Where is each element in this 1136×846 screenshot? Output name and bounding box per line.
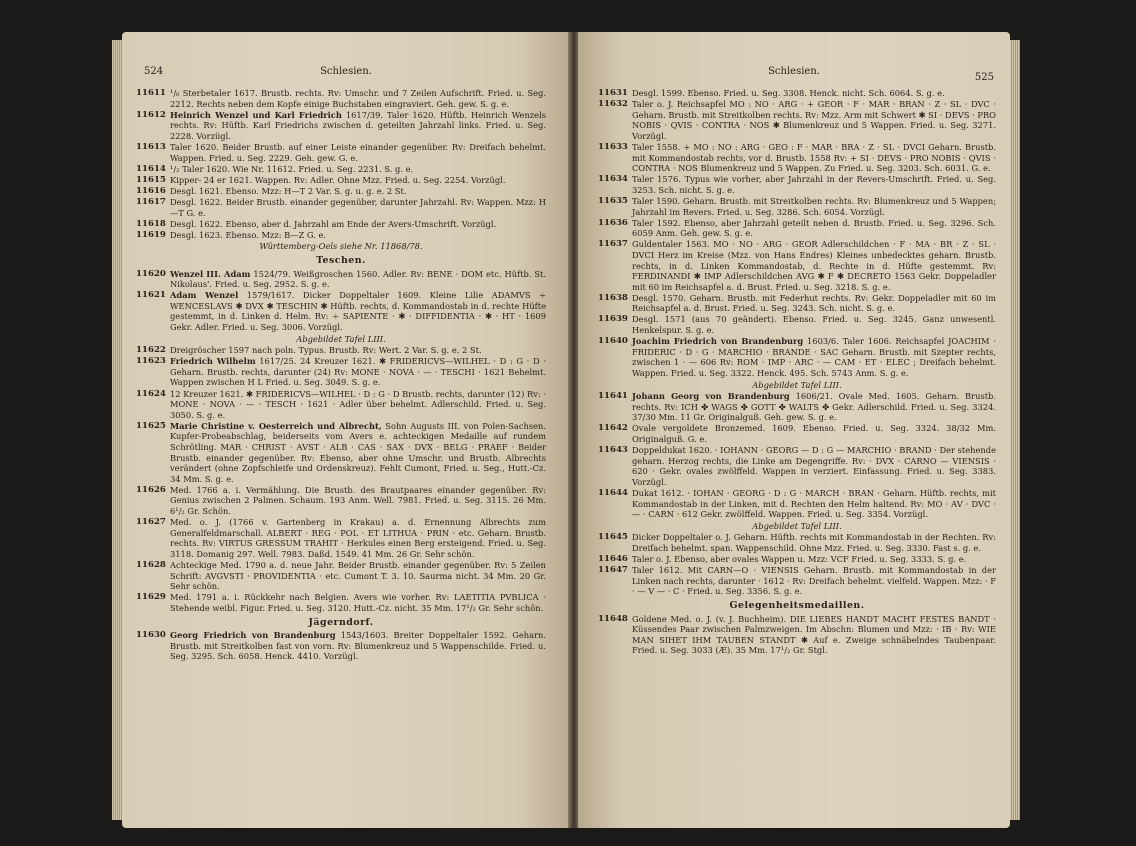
lot-number: 11624 [136,388,166,399]
entry-description: 1579/1617. Dicker Doppeltaler 1609. Kleine Lilie ADAMVS ÷ WENCESLAVS ✱ DVX ✱ TESCHIN ✱ Hüftb. rechts, d. Kommandostab in d. rechte Hüfte gestemmt, in d. Linken d. Helm. Rv: ÷ SAPIENTE · ✱ · DIFFIDENTIA · ✱ · HT · 1609 Gekr. Adler. Fried. u. Seg. 3006. Vorzügl. [170,290,546,332]
lot-number: 11639 [598,314,628,325]
catalogue-entry [598,532,996,553]
lot-number: 11638 [598,292,628,303]
ruler-name: Marie Christine v. Oesterreich und Albrecht, [170,420,382,431]
lot-number: 11632 [598,99,628,110]
catalogue-entry [598,314,996,335]
lot-number: 11617 [136,196,166,207]
lot-number: 11648 [598,613,628,624]
lot-number: 11637 [598,239,628,250]
lot-number: 11644 [598,487,628,498]
catalogue-entry [136,517,546,559]
entry-description: Ovale vergoldete Bronzemed. 1609. Ebenso. Fried. u. Seg. 3324. 38/32 Mm. Originalguß. G. e. [632,423,996,444]
entry-description: Desgl. 1570. Geharn. Brustb. mit Federhut rechts. Rv: Gekr. Doppeladler mit 60 im Reichsapfel a. d. Brust. Fried. u. Seg. 3243. Sch. nicht. S. g. e. [632,292,996,314]
ruler-name: Joachim Friedrich von Brandenburg [632,336,804,347]
lot-number: 11633 [598,141,628,152]
lot-number: 11646 [598,554,628,565]
lot-number: 11636 [598,217,628,228]
entry-description: 12 Kreuzer 1621. ✱ FRIDERICVS—WILHEL · D : G · D Brustb. rechts, darunter (12) Rv: · MONE · NOVA · — · TESCH · 1621 · Adler über behelmt. Adlerschild. Fried. u. Seg. 3050. S. g. e. [170,388,546,420]
lot-number: 11623 [136,356,166,367]
catalogue-entry [598,488,996,520]
entry-description: Med. 1791 a. i. Rückkehr nach Belgien. Avers wie vorher. Rv: LAETITIA PVBLICA · Stehende weibl. Figur. Fried. u. Seg. 3120. Hutt.-Cz. nicht. 35 Mm. 17¹/₂ Gr. Sehr schön. [170,592,546,613]
caption: Abgebildet Tafel LIII. [752,520,842,531]
lot-number: 11614 [136,163,166,174]
catalogue-entry [136,175,546,186]
lot-number: 11628 [136,560,166,571]
lot-number: 11622 [136,345,166,356]
lot-number: 11615 [136,174,166,185]
left-entries [136,88,546,662]
section-heading: Teschen. [316,254,366,266]
entry-description: Desgl. 1623. Ebenso. Mzz: B—Z G. e. [170,229,327,240]
catalogue-entry [598,554,996,565]
catalogue-entry [598,391,996,423]
catalogue-entry [136,219,546,230]
catalogue-entry [136,290,546,332]
catalogue-entry [598,293,996,314]
lot-number: 11642 [598,423,628,434]
left-page-number: 524 [144,66,164,77]
catalogue-entry [136,560,546,592]
lot-number: 11613 [136,141,166,152]
catalogue-entry [598,88,996,99]
lot-number: 11626 [136,484,166,495]
entry-description: 1603/6. Taler 1606. Reichsapfel JOACHIM · FRIDERIC · D · G · MARCHIO · BRANDE · SAC Geharn. Brustb. mit Szepter rechts, zwischen 1 · — 606 Rv: ROM · IMP · ARC · — CAM · ET · ELEC ; Dreifach behelmt. Wappen. Fried. u. Seg. 3322. Henck. 495. Sch. 5743 Anm. S. g. e. [632,336,996,378]
catalogue-entry [598,239,996,292]
lot-number: 11645 [598,532,628,543]
catalogue-entry [598,218,996,239]
catalogue-entry [598,423,996,444]
right-entries [598,88,996,656]
left-running-head: Schlesien. [320,66,372,77]
catalogue-entry [136,421,546,485]
ruler-name: Adam Wenzel [170,290,239,301]
catalogue-entry [136,164,546,175]
lot-number: 11619 [136,229,166,240]
right-running-head: Schlesien. [768,66,820,77]
entry-description: Desgl. 1599. Ebenso. Fried. u. Seg. 3308. Henck. nicht. Sch. 6064. S. g. e. [632,88,945,98]
catalogue-entry [598,565,996,597]
caption: Abgebildet Tafel LIII. [296,333,386,344]
entry-description: Sohn Augusts III. von Polen-Sachsen. Kupfer-Probeabschlag, beiderseits vom Avers e. achteckigen Medaille auf rundem Schrötling. MAR · CHRIST · AVST · ALB · CAS · SAX · DVX · BELG · PRAEF · Beider Brustb. einander gegenüber. Rv: Ebenso, aber ohne Umschr. und Brustb. Albrechts verändert (ohne Zopfschleife und Ordenskreuz). Fehlt Cumont, Fried. u. Seg., Hutt.-Cz. 34 Mm. S. g. e. [170,420,546,484]
entry-description: Desgl. 1622. Ebenso, aber d. Jahrzahl am Ende der Avers-Umschrift. Vorzügl. [170,218,497,229]
entry-description: Med. 1766 a. i. Vermählung. Die Brustb. des Brautpaares einander gegenüber. Rv: Genius zwischen 2 Palmen. Schaum. 193 Anm. Well. 7981. Fried. u. Seg. 3115. 26 Mm. 6¹/₂ Gr. Schön. [170,484,546,517]
catalogue-entry [136,630,546,662]
entry-description: ¹/₂ Taler 1620. Wie Nr. 11612. Fried. u. Seg. 2231. S. g. e. [170,163,414,174]
catalogue-entry [598,142,996,174]
entry-description: Goldene Med. o. J. (v. J. Buchheim). DIE LIEBES HANDT MACHT FESTES BANDT · Küssendes Paar zwischen Palmzweigen. Im Abschn: Blumen und Mzz: · IB · Rv: WIE MAN SIHET IHM TAUBEN STANDT ✱ Auf e. Zweige schnäbelndes Taubenpaar. Fried. u. Seg. 3033 (Æ). 35 Mm. 17¹/₂ Gr. Stgl. [632,613,996,656]
lot-number: 11611 [136,88,166,98]
entry-description: Taler 1558. + MO : NO : ARG · GEO : F · MAR · BRA · Z · SL · DVCI Geharn. Brustb. mit Kommandostab rechts, vor d. Brustb. 1558 Rv: + SI · DEVS · PRO NOBIS · QVIS · CONTRA · NOS Blumenkreuz und 5 Wappen. Zu Fried. u. Seg. 3203. Sch. 6031. G. e. [632,141,996,174]
ruler-name: Heinrich Wenzel und Karl Friedrich [170,109,342,120]
lot-number: 11625 [136,420,166,431]
ruler-name: Georg Friedrich von Brandenburg [170,630,336,641]
catalogue-entry [136,142,546,163]
lot-number: 11643 [598,445,628,456]
lot-number: 11627 [136,517,166,528]
catalogue-entry [136,345,546,356]
right-page [578,32,1010,828]
entry-description: Guldentaler 1563. MO · NO · ARG · GEOR Adlerschildchen · F · MA · BR · Z · SL · DVCI Herz im Kreise (Mzz. von Hans Endres) Kleines unbedecktes geharn. Brustb. rechts, in d. Linken Kommandostab, d. Rechte in d. Hüfte gestemmt. Rv: FERDINANDI ✱ IMP Adlerschildchen AVG ✱ F ✱ DECRETO 1563 Gekr. Doppeladler mit 60 im Reichsapfel a. d. Brust. Fried. u. Seg. 3218. S. g. e. [632,239,996,292]
catalogue-entry [598,336,996,378]
entry-description: Doppeldukat 1620. · IOHANN · GEORG — D : G — MARCHIO · BRAND · Der stehende geharn. Herzog rechts, die Linke am Degengriffe. Rv: · DVX · CARNO — VIENSIS · 620 · Gekr. ovales zwölffeld. Wappen in verziert. Einfassung. Fried. u. Seg. 3383. Vorzügl. [632,445,996,487]
lot-number: 11616 [136,185,166,196]
entry-description: Desgl. 1571 (aus 70 geändert). Ebenso. Fried. u. Seg. 3245. Ganz unwesentl. Henkelspur. S. g. e. [632,314,996,336]
catalogue-entry [136,356,546,388]
right-page-number: 525 [974,72,994,83]
entry-description: Taler o. J. Reichsapfel MO : NO · ARG · + GEOR · F · MAR · BRAN · Z · SL · DVC · Geharn. Brustb. mit Streitkolben rechts. Rv: Mzz. Arm mit Schwert ✱ SI · DEVS · PRO NOBIS · QVIS · CONTRA · NOS ✱ Blumenkreuz und 5 Wappen. Fried. u. Seg. 3271. Vorzügl. [632,99,996,141]
catalogue-entry [136,592,546,613]
entry-description: 1617/25. 24 Kreuzer 1621. ✱ FRIDERICVS—WILHEL · D : G · D · Geharn. Brustb. rechts, darunter (24) Rv: MONE · NOVA · — · TESCHI · 1621 Behelmt. Wappen zwischen H L Fried. u. Seg. 3049. S. g. e. [170,356,546,388]
catalogue-entry [136,230,546,241]
entry-description: Taler 1590. Geharn. Brustb. mit Streitkolben rechts. Rv: Blumenkreuz und 5 Wappen; Jahrzahl im Revers. Fried. u. Seg. 3286. Sch. 6054. Vorzügl. [632,195,996,217]
catalogue-entry [136,197,546,218]
entry-description: Taler 1620. Beider Brustb. auf einer Leiste einander gegenüber. Rv: Dreifach behelmt. Wappen. Fried. u. Seg. 2229. Geh. gew. G. e. [170,141,546,163]
lot-number: 11634 [598,174,628,185]
entry-description: 1606/21. Ovale Med. 1605. Geharn. Brustb. rechts. Rv: ICH ✤ WAGS ✤ GOTT ✤ WALTS ✤ Gekr. Adlerschild. Fried. u. Seg. 3324. 37/30 Mm. 11 Gr. Originalguß. Geh. gew. S. g. e. [632,391,997,423]
catalogue-entry [598,99,996,141]
entry-description: Taler 1576. Typus wie vorher, aber Jahrzahl in der Revers-Umschrift. Fried. u. Seg. 3253. Sch. nicht. S. g. e. [632,174,996,195]
entry-description: Taler 1592. Ebenso, aber Jahrzahl geteilt neben d. Brustb. Fried. u. Seg. 3296. Sch. 6059 Anm. Geh. gew. S. g. e. [632,217,996,239]
entry-description: Med. o. J. (1766 v. Gartenberg in Krakau) a. d. Ernennung Albrechts zum Generalfeldmarschall. ALBERT · REG · POL · ET LITHUA · PRIN · etc. Geharn. Brustb. rechts. Rv: VIRTUS GRESSUM TRAHIT · Herkules einen Berg ersteigend. Fried. u. Seg. 3118. Domanig 297. Well. 7983. Daßd. 1549. 41 Mm. 26 Gr. Sehr schön. [170,517,546,559]
lot-number: 11629 [136,592,166,603]
lot-number: 11640 [598,336,628,347]
ruler-name: Johann Georg von Brandenburg [632,391,790,402]
catalogue-entry [136,110,546,142]
lot-number: 11635 [598,195,628,206]
entry-description: ¹/₆ Sterbetaler 1617. Brustb. rechts. Rv: Umschr. und 7 Zeilen Aufschrift. Fried. u. Seg. 2212. Rechts neben dem Kopfe einige Buchstaben eingraviert. Geh. gew. S. g. e. [170,88,546,109]
lot-number: 11631 [598,88,628,98]
entry-description: Taler o. J. Ebenso, aber ovales Wappen u. Mzz: VCF Fried. u. Seg. 3333. S. g. e. [632,554,967,565]
lot-number: 11620 [136,268,166,279]
ruler-name: Wenzel III. Adam [170,268,251,279]
entry-description: 1543/1603. Breiter Doppeltaler 1592. Geharn. Brustb. mit Streitkolben fast von vorn. Rv: Blumenkreuz und 5 Wappenschilde. Fried. u. Seg. 3295. Sch. 6058. Henck. 4410. Vorzügl. [170,630,546,662]
catalogue-entry [598,445,996,487]
catalogue-entry [136,269,546,290]
left-page [122,32,570,828]
section-heading: Gelegenheitsmedaillen. [729,599,865,611]
entry-description: Dicker Doppeltaler o. J. Geharn. Hüftb. rechts mit Kommandostab in der Rechten. Rv: Dreifach behelmt. span. Wappenschild. Ohne Mzz. Fried. u. Seg. 3330. Fast s. g. e. [632,532,996,553]
entry-description: 1524/79. Weißgroschen 1560. Adler. Rv: BENE · DOM etc. Hüftb. St. Nikolaus'. Fried. u. Seg. 2952. S. g. e. [170,268,547,290]
lot-number: 11618 [136,218,166,229]
catalogue-entry [136,186,546,197]
entry-description: Dukat 1612. · IOHAN · GEORG · D : G · MARCH · BRAN · Geharn. Hüftb. rechts, mit Kommandostab in der Linken, mit d. Rechten den Helm haltend. Rv: MO · AV · DVC · — · CARN · 612 Gekr. zwölffeld. Wappen. Fried. u. Seg. 3354. Vorzügl. [632,487,996,520]
catalogue-entry [136,485,546,517]
section-heading: Jägerndorf. [308,616,374,628]
catalogue-entry [598,174,996,195]
entry-description: Desgl. 1622. Beider Brustb. einander gegenüber, darunter Jahrzahl. Rv: Wappen. Mzz: H—T G. e. [170,196,546,218]
entry-description: 1617/39. Taler 1620. Hüftb. Heinrich Wenzels rechts. Rv: Hüftb. Karl Friedrichs zwischen d. geteilten Jahrzahl links. Fried. u. Seg. 2228. Vorzügl. [170,109,547,141]
entry-description: Kipper- 24 er 1621. Wappen. Rv: Adler. Ohne Mzz. Fried. u. Seg. 2254. Vorzügl. [170,174,506,185]
lot-number: 11641 [598,391,628,402]
catalogue-entry [136,389,546,421]
entry-description: Dreigröscher 1597 nach poln. Typus. Brustb. Rv: Wert. 2 Var. S. g. e. 2 St. [170,345,482,356]
caption: Württemberg-Oels siehe Nr. 11868/78. [259,241,423,252]
entry-description: Taler 1612. Mit CARN—O · VIENSIS Geharn. Brustb. mit Kommandostab in der Linken nach rechts, darunter · 1612 · Rv: Dreifach behelmt. vielfeld. Wappen. Mzz: · F · — V — · C · Fried. u. Seg. 3356. S. g. e. [632,565,996,597]
catalogue-entry [598,614,996,656]
ruler-name: Friedrich Wilhelm [170,356,256,367]
entry-description: Achteckige Med. 1790 a. d. neue Jahr. Beider Brustb. einander gegenüber. Rv: 5 Zeilen Schrift: AVGVSTI · PROVIDENTIA · etc. Cumont T. 3. 10. Saurma nicht. 34 Mm. 20 Gr. Sehr schön. [170,560,546,592]
lot-number: 11647 [598,565,628,576]
lot-number: 11612 [136,109,166,120]
catalogue-entry [136,88,546,109]
entry-description: Desgl. 1621. Ebenso. Mzz: H—T 2 Var. S. g. u. g. e. 2 St. [170,185,407,196]
caption: Abgebildet Tafel LIII. [752,379,842,390]
lot-number: 11621 [136,290,166,301]
catalogue-entry [598,196,996,217]
lot-number: 11630 [136,630,166,641]
